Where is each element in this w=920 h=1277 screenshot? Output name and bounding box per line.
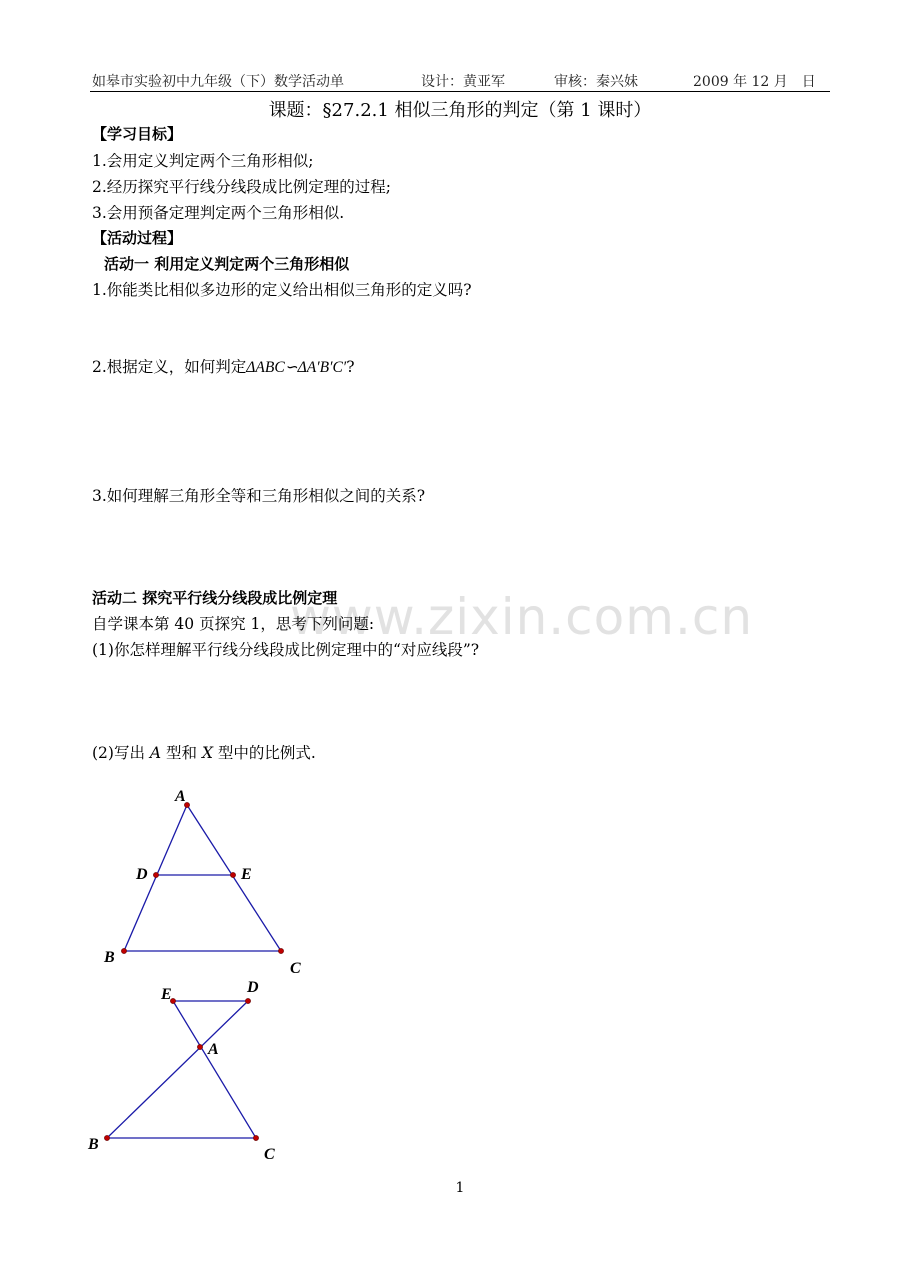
point-b xyxy=(104,1135,109,1140)
label-e: E xyxy=(161,986,172,1003)
watermark: www.zixin.com.cn xyxy=(290,588,754,646)
point-a xyxy=(197,1044,202,1049)
point-b xyxy=(121,948,126,953)
header-date: 2009 年 12 月 日 xyxy=(693,74,816,90)
activity2-intro: 自学课本第 40 页探究 1，思考下列问题: xyxy=(92,615,375,633)
label-e: E xyxy=(241,866,252,883)
goal-item-1: 1.会用定义判定两个三角形相似; xyxy=(92,152,314,170)
point-c xyxy=(278,948,283,953)
segment-ab xyxy=(124,805,187,951)
goal-item-3: 3.会用预备定理判定两个三角形相似. xyxy=(92,204,345,222)
point-e xyxy=(230,872,235,877)
label-d: D xyxy=(136,866,148,883)
segment-ec xyxy=(173,1001,256,1138)
label-d: D xyxy=(247,979,259,996)
goal-item-2: 2.经历探究平行线分线段成比例定理的过程; xyxy=(92,178,392,196)
q2b-prefix: (2)写出 xyxy=(92,744,150,762)
q2-prefix: 2.根据定义，如何判定 xyxy=(92,358,247,376)
header-designer: 设计：黄亚军 xyxy=(421,74,505,90)
activity1-question-3: 3.如何理解三角形全等和三角形相似之间的关系? xyxy=(92,487,426,505)
label-b: B xyxy=(88,1136,99,1153)
activity2-heading: 活动二 探究平行线分线段成比例定理 xyxy=(92,589,338,607)
point-d xyxy=(245,998,250,1003)
label-c: C xyxy=(264,1146,275,1163)
q2-suffix: ? xyxy=(346,358,355,376)
segment-db xyxy=(107,1001,248,1138)
activity1-question-1: 1.你能类比相似多边形的定义给出相似三角形的定义吗? xyxy=(92,281,472,299)
figure-x-type xyxy=(87,979,275,1163)
activity2-question-1: (1)你怎样理解平行线分线段成比例定理中的“对应线段”? xyxy=(92,641,480,659)
q2-math: ΔABC∽ΔA′B′C′ xyxy=(246,359,347,376)
label-a: A xyxy=(208,1041,219,1058)
q2b-mid: 型和 xyxy=(161,744,202,762)
page-number: 1 xyxy=(455,1180,465,1196)
q2b-x: X xyxy=(201,744,213,762)
header-reviewer: 审核：秦兴妹 xyxy=(554,74,638,90)
point-c xyxy=(253,1135,258,1140)
activity1-heading: 活动一 利用定义判定两个三角形相似 xyxy=(104,255,350,273)
label-b: B xyxy=(104,949,115,966)
label-c: C xyxy=(290,960,301,977)
segment-ac xyxy=(187,805,281,951)
header-school: 如皋市实验初中九年级（下）数学活动单 xyxy=(92,74,344,90)
process-heading: 【活动过程】 xyxy=(92,229,183,247)
figure-a-type xyxy=(103,788,301,977)
goals-heading: 【学习目标】 xyxy=(92,125,183,143)
point-d xyxy=(153,872,158,877)
label-a: A xyxy=(175,788,186,805)
page-title: 课题：§27.2.1 相似三角形的判定（第 1 课时） xyxy=(268,100,652,121)
q2b-suffix: 型中的比例式. xyxy=(213,744,316,762)
q2b-a: A xyxy=(149,744,162,762)
